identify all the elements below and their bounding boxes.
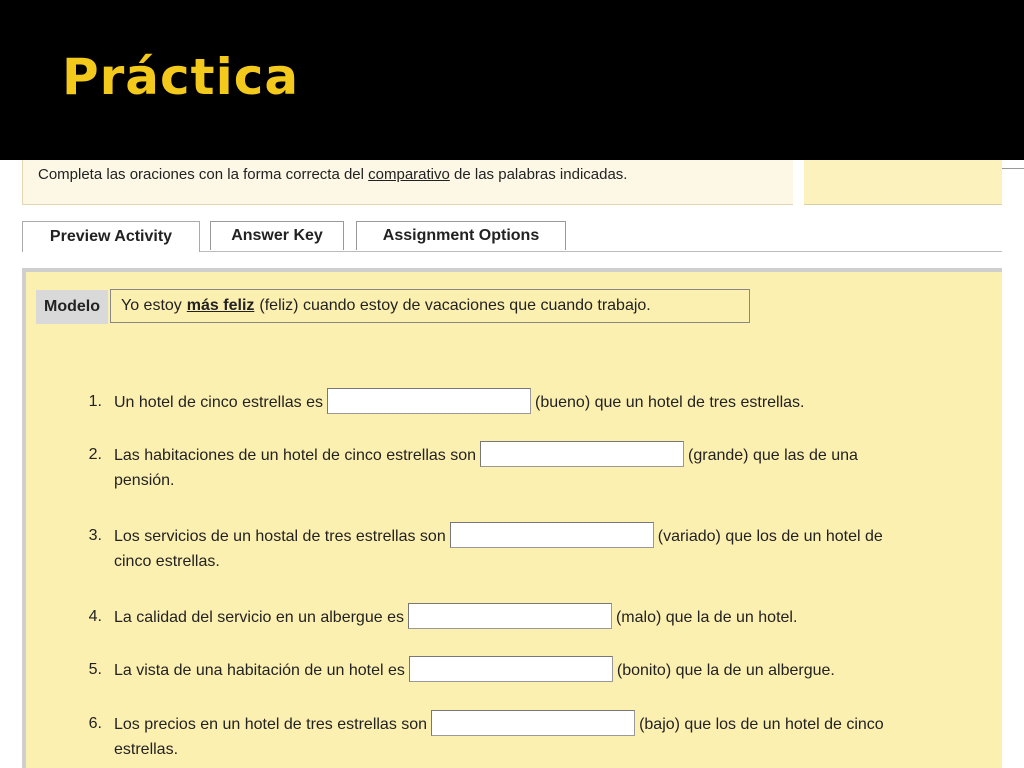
question-text: Un hotel de cinco estrellas es: [114, 394, 323, 412]
answer-input-1[interactable]: [327, 388, 531, 414]
modelo-example: [110, 289, 750, 323]
question-hint: (bajo) que los de un hotel de cinco: [639, 716, 884, 734]
side-panel: [804, 160, 1002, 205]
question-number: 5.: [88, 661, 102, 678]
tab-preview-activity[interactable]: Preview Activity: [22, 221, 200, 252]
instructions-text: [38, 166, 627, 183]
modelo-answer: más feliz: [186, 297, 255, 314]
question-text: Los precios en un hotel de tres estrellas son: [114, 716, 428, 734]
question-continuation: estrellas.: [114, 741, 179, 758]
question-number: 3.: [88, 527, 102, 544]
modelo-label: Modelo: [36, 290, 108, 324]
activity-panel: [22, 268, 1002, 768]
divider: [1002, 168, 1024, 169]
question-text: La calidad del servicio en un albergue es: [114, 609, 404, 627]
question-hint: (malo) que la de un hotel.: [615, 609, 798, 627]
question-text: Los servicios de un hostal de tres estrellas son: [114, 528, 446, 546]
answer-input-5[interactable]: [409, 656, 613, 682]
answer-input-4[interactable]: [408, 603, 612, 629]
slide-title: Práctica: [62, 48, 300, 106]
slide-header: [0, 0, 1024, 160]
question-number: 2.: [88, 446, 102, 463]
question-hint: (grande) que las de una: [688, 447, 858, 465]
instructions-before: Completa las oraciones con la forma correcta del: [38, 166, 369, 183]
comparativo-link[interactable]: comparativo: [368, 166, 450, 183]
modelo-before: Yo estoy: [121, 297, 182, 314]
question-text: La vista de una habitación de un hotel es: [114, 662, 405, 680]
question-number: 6.: [88, 715, 102, 732]
instructions-after: de las palabras indicadas.: [449, 166, 628, 183]
answer-input-6[interactable]: [431, 710, 635, 736]
question-number: 1.: [88, 393, 102, 410]
question-hint: (bueno) que un hotel de tres estrellas.: [535, 394, 805, 412]
question-hint: (variado) que los de un hotel de: [657, 528, 883, 546]
instructions-panel: [22, 160, 793, 205]
modelo-after: (feliz) cuando estoy de vacaciones que cuando trabajo.: [259, 297, 651, 314]
answer-input-3[interactable]: [450, 522, 654, 548]
answer-input-2[interactable]: [480, 441, 684, 467]
question-continuation: cinco estrellas.: [114, 553, 220, 570]
question-continuation: pensión.: [114, 472, 175, 489]
question-text: Las habitaciones de un hotel de cinco estrellas son: [114, 447, 477, 465]
tab-bar: [22, 221, 1002, 252]
tab-answer-key[interactable]: Answer Key: [210, 221, 344, 250]
question-number: 4.: [88, 608, 102, 625]
question-hint: (bonito) que la de un albergue.: [616, 662, 835, 680]
tab-assignment-options[interactable]: Assignment Options: [356, 221, 566, 250]
